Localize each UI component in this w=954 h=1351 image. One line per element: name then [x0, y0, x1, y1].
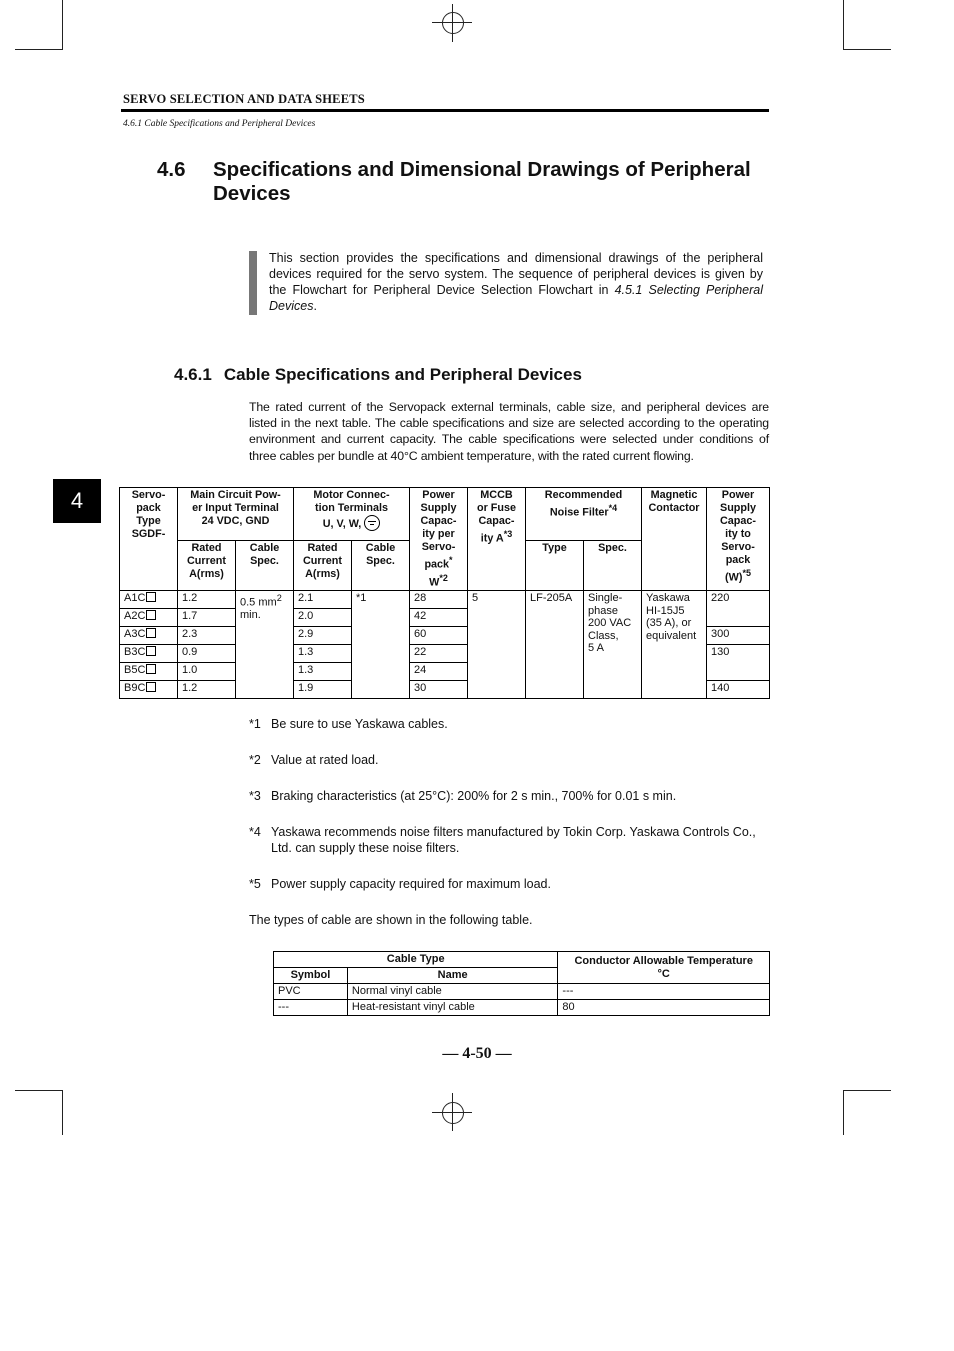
header-cable-spec: Cable Spec. [236, 541, 294, 591]
crop-mark [843, 1090, 891, 1091]
cell-capacity: 60 [410, 627, 468, 645]
placeholder-box-icon [146, 610, 156, 620]
header-magnetic-contactor: Magnetic Contactor [642, 488, 707, 591]
cell-nf-type: LF-205A [526, 591, 584, 699]
crop-mark [62, 0, 63, 50]
footnote-text: Power supply capacity required for maximum load. [271, 877, 551, 891]
cell-nf-spec: Single- phase 200 VAC Class, 5 A [584, 591, 642, 699]
cell-main-current: 1.7 [178, 609, 236, 627]
cell-motor-current: 2.0 [294, 609, 352, 627]
intro-body: This section provides the specifications and dimensional drawings of the peripheral devices required for the servo system. The sequence of peripheral devices is given by the Flowchart for Peripheral Device Selection Flowchart in [269, 251, 763, 297]
header-servopack-type: Servo- pack Type SGDF- [120, 488, 178, 591]
type-code: B9C [124, 682, 146, 695]
footnote-mark: *5 [249, 877, 261, 891]
header-noise-filter: Recommended Noise Filter$^{*4}$ [526, 488, 642, 541]
cell-temp: --- [558, 984, 770, 1000]
cable-types-intro: The types of cable are shown in the following table. [249, 913, 533, 927]
cell-motor-current: 1.3 [294, 645, 352, 663]
table-row [120, 591, 770, 609]
intro-text [269, 250, 763, 314]
cell-type [120, 681, 178, 699]
header-motor-terminals: Motor Connec- tion Terminals U, V, W, [294, 488, 410, 541]
intro-end: . [313, 299, 317, 313]
placeholder-box-icon [146, 646, 156, 656]
header-symbol: Symbol [274, 968, 348, 984]
subsection-heading [174, 365, 582, 385]
header-power-supply-capacity: Power Supply Capac- ity per Servo- pack* $W^{*2}$ [410, 488, 468, 591]
registration-circle [442, 1102, 464, 1124]
header-mccb: MCCB or Fuse Capac- ity $A^{*3}$ [468, 488, 526, 591]
cell-psw: 140 [707, 681, 770, 699]
crop-mark [62, 1090, 63, 1135]
type-code: A3C [124, 628, 146, 641]
cell-name: Heat-resistant vinyl cable [347, 1000, 558, 1016]
type-code: B5C [124, 664, 146, 677]
cell-type [120, 663, 178, 681]
crop-mark [843, 49, 891, 50]
cell-symbol: PVC [274, 984, 348, 1000]
cell-psw: 130 [707, 645, 770, 681]
header-motor-cable-spec: Cable Spec. [352, 541, 410, 591]
cell-name: Normal vinyl cable [347, 984, 558, 1000]
cell-main-current: 1.2 [178, 681, 236, 699]
page-number: — 4-50 — [442, 1045, 512, 1062]
header-temp: Conductor Allowable Temperature °C [558, 952, 770, 984]
cell-capacity: 24 [410, 663, 468, 681]
cell-main-current: 1.2 [178, 591, 236, 609]
subsection-title: Cable Specifications and Peripheral Devices [223, 365, 582, 384]
cell-symbol: --- [274, 1000, 348, 1016]
cell-main-cable-spec: 0.5 $mm^2$ min. [236, 591, 294, 699]
running-header: SERVO SELECTION AND DATA SHEETS [123, 92, 365, 106]
footnote-mark: *4 [249, 825, 261, 839]
placeholder-box-icon [146, 592, 156, 602]
body-paragraph: The rated current of the Servopack external terminals, cable size, and peripheral devices are listed in the next table. The cable specifications and size are selected according to the operating environment and current capacity. The cable specifications were selected under conditions of three cables per bundle at 40°C ambient temperature, with the rated current flowing. [249, 400, 769, 463]
cell-motor-current: 1.3 [294, 663, 352, 681]
cable-types-table [273, 951, 770, 1016]
footnote-text: Value at rated load. [271, 753, 379, 767]
header-rule [121, 109, 769, 112]
crop-mark [15, 1090, 63, 1091]
cell-type [120, 591, 178, 609]
type-code: B3C [124, 646, 146, 659]
chapter-tab: 4 [53, 479, 101, 523]
header-main-circuit: Main Circuit Pow- er Input Terminal 24 VDC, GND [178, 488, 294, 541]
type-code: A1C [124, 592, 146, 605]
type-code: A2C [124, 610, 146, 623]
subsection-number: 4.6.1 [174, 365, 212, 384]
sub-header: 4.6.1 Cable Specifications and Peripheral Devices [123, 119, 316, 129]
cell-capacity: 22 [410, 645, 468, 663]
cell-type [120, 645, 178, 663]
placeholder-box-icon [146, 628, 156, 638]
section-title: Specifications and Dimensional Drawings of Peripheral Devices [213, 158, 751, 205]
crop-mark [15, 49, 63, 50]
cell-main-current: 0.9 [178, 645, 236, 663]
cell-motor-cable-spec: *1 [352, 591, 410, 699]
cell-type [120, 627, 178, 645]
table-row [274, 984, 770, 1000]
footnote-text: Braking characteristics (at 25°C): 200% for 2 s min., 700% for 0.01 s min. [271, 789, 677, 803]
cell-temp: 80 [558, 1000, 770, 1016]
header-rated-current: Rated Current A(rms) [178, 541, 236, 591]
cell-mccb: 5 [468, 591, 526, 699]
cell-type [120, 609, 178, 627]
cell-main-current: 1.0 [178, 663, 236, 681]
cell-capacity: 42 [410, 609, 468, 627]
cell-magnetic-contactor: Yaskawa HI-15J5 (35 A), or equivalent [642, 591, 707, 699]
cell-capacity: 30 [410, 681, 468, 699]
intro-reference: 4.5.1 Selecting Peripheral Devices [269, 283, 763, 313]
header-nf-type: Type [526, 541, 584, 591]
registration-circle [442, 12, 464, 34]
cell-psw: 220 [707, 591, 770, 627]
header-motor-rated-current: Rated Current A(rms) [294, 541, 352, 591]
ground-icon [364, 515, 380, 531]
table-row [274, 1000, 770, 1016]
cell-motor-current: 2.9 [294, 627, 352, 645]
footnote-mark: *2 [249, 753, 261, 767]
cell-motor-current: 1.9 [294, 681, 352, 699]
crop-mark [843, 0, 844, 50]
cell-psw: 300 [707, 627, 770, 645]
cell-main-current: 2.3 [178, 627, 236, 645]
footnote-text: Be sure to use Yaskawa cables. [271, 717, 448, 731]
cell-capacity: 28 [410, 591, 468, 609]
footnote-text: Yaskawa recommends noise filters manufactured by Tokin Corp. Yaskawa Controls Co., Ltd. can supply these noise filters. [271, 825, 756, 855]
footnote-mark: *1 [249, 717, 261, 731]
footnote-mark: *3 [249, 789, 261, 803]
header-name: Name [347, 968, 558, 984]
header-power-supply-w: Power Supply Capac- ity to Servo- pack $(W)^{*5}$ [707, 488, 770, 591]
placeholder-box-icon [146, 682, 156, 692]
header-cable-type: Cable Type [274, 952, 558, 968]
header-nf-spec: Spec. [584, 541, 642, 591]
placeholder-box-icon [146, 664, 156, 674]
peripheral-devices-table [119, 487, 770, 699]
section-number: 4.6 [157, 158, 186, 181]
crop-mark [843, 1090, 844, 1135]
intro-sidebar [249, 251, 257, 315]
cell-motor-current: 2.1 [294, 591, 352, 609]
